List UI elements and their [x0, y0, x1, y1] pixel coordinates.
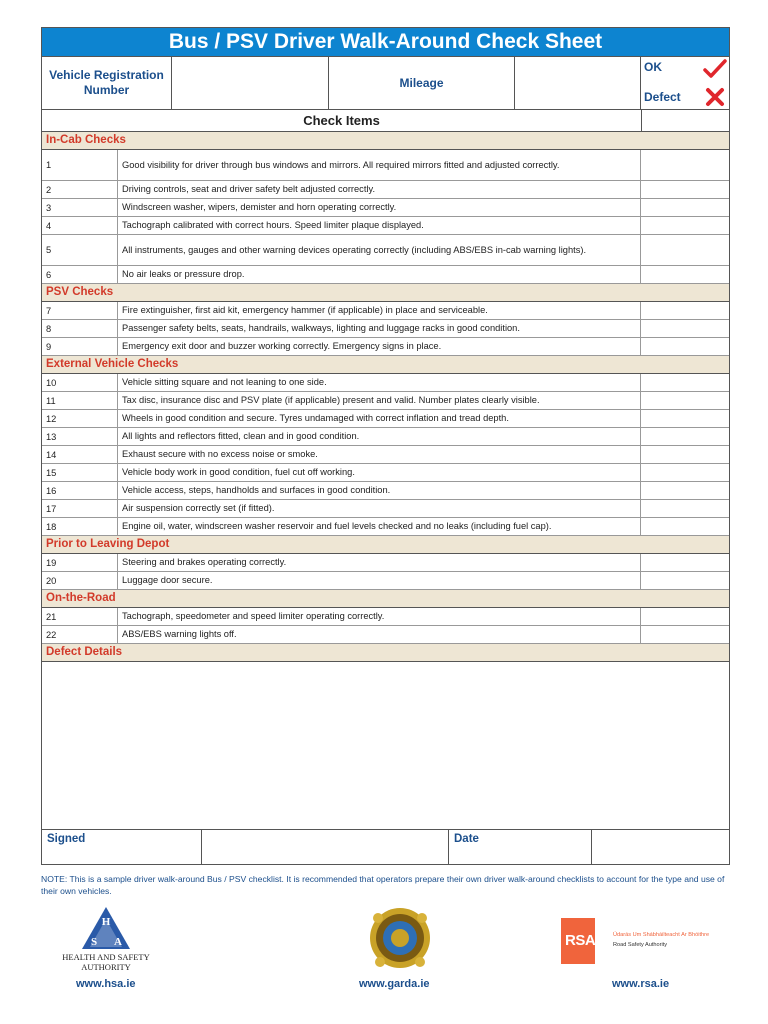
check-row	[42, 626, 729, 644]
section-header: On-the-Road	[42, 590, 729, 608]
check-row	[42, 554, 729, 572]
check-item-text: Tax disc, insurance disc and PSV plate (if applicable) present and valid. Number plates clearly visible.	[118, 392, 641, 409]
date-label: Date	[449, 830, 592, 864]
check-item-status-box[interactable]	[641, 181, 729, 198]
check-row	[42, 150, 729, 181]
hsa-logo	[50, 905, 162, 973]
mileage-label: Mileage	[329, 57, 515, 109]
check-item-number: 5	[42, 235, 118, 265]
check-item-number: 12	[42, 410, 118, 427]
check-item-status-box[interactable]	[641, 150, 729, 180]
check-item-text: All instruments, gauges and other warning devices operating correctly (including ABS/EBS in-cab warning lights).	[118, 235, 641, 265]
sheet-title: Bus / PSV Driver Walk-Around Check Sheet	[42, 28, 729, 57]
check-item-number: 11	[42, 392, 118, 409]
check-item-text: Driving controls, seat and driver safety belt adjusted correctly.	[118, 181, 641, 198]
check-item-number: 8	[42, 320, 118, 337]
garda-url[interactable]: www.garda.ie	[359, 978, 430, 990]
signed-field[interactable]	[202, 830, 449, 864]
ok-label: OK	[644, 60, 662, 74]
check-item-number: 6	[42, 266, 118, 283]
check-row	[42, 482, 729, 500]
note-text: NOTE: This is a sample driver walk-around Bus / PSV checklist. It is recommended that operators prepare their own driver walk-around checklists to account for the type and use of their own vehicles.	[41, 874, 725, 896]
check-item-number: 3	[42, 199, 118, 216]
legend	[641, 57, 729, 109]
sign-row	[42, 830, 729, 864]
check-item-text: Steering and brakes operating correctly.	[118, 554, 641, 571]
check-items-header	[42, 110, 729, 132]
check-item-text: Wheels in good condition and secure. Tyres undamaged with correct inflation and tread depth.	[118, 410, 641, 427]
header-row	[42, 57, 729, 110]
check-row	[42, 302, 729, 320]
check-item-text: Passenger safety belts, seats, handrails, walkways, lighting and luggage racks in good condition.	[118, 320, 641, 337]
check-item-number: 10	[42, 374, 118, 391]
check-item-number: 16	[42, 482, 118, 499]
check-row	[42, 235, 729, 266]
check-item-number: 9	[42, 338, 118, 355]
check-item-text: Exhaust secure with no excess noise or smoke.	[118, 446, 641, 463]
check-item-number: 15	[42, 464, 118, 481]
check-item-number: 7	[42, 302, 118, 319]
check-item-status-box[interactable]	[641, 392, 729, 409]
check-item-status-box[interactable]	[641, 554, 729, 571]
check-item-status-box[interactable]	[641, 374, 729, 391]
hsa-name-line1: HEALTH AND SAFETY	[62, 952, 150, 962]
check-item-text: Tachograph, speedometer and speed limiter operating correctly.	[118, 608, 641, 625]
check-item-text: Air suspension correctly set (if fitted).	[118, 500, 641, 517]
check-row	[42, 518, 729, 536]
check-item-number: 14	[42, 446, 118, 463]
check-mark-icon	[703, 59, 727, 79]
check-row	[42, 410, 729, 428]
check-row	[42, 199, 729, 217]
check-item-text: Vehicle access, steps, handholds and surfaces in good condition.	[118, 482, 641, 499]
signed-label: Signed	[42, 830, 202, 864]
check-item-status-box[interactable]	[641, 338, 729, 355]
check-item-text: ABS/EBS warning lights off.	[118, 626, 641, 643]
rsa-irish-name: Údarás Um Shábháilteacht Ar Bhóithre	[613, 932, 710, 938]
check-item-status-box[interactable]	[641, 410, 729, 427]
defect-details-field[interactable]	[42, 662, 729, 830]
rsa-logo	[561, 918, 721, 964]
check-item-number: 13	[42, 428, 118, 445]
check-item-status-box[interactable]	[641, 302, 729, 319]
check-item-status-box[interactable]	[641, 199, 729, 216]
section-header: Prior to Leaving Depot	[42, 536, 729, 554]
check-row	[42, 181, 729, 199]
hsa-letter-a: A	[114, 936, 122, 948]
date-field[interactable]	[592, 830, 729, 864]
rsa-english-name: Road Safety Authority	[613, 942, 668, 948]
check-item-text: Luggage door secure.	[118, 572, 641, 589]
check-item-number: 18	[42, 518, 118, 535]
check-item-status-box[interactable]	[641, 428, 729, 445]
check-item-status-box[interactable]	[641, 500, 729, 517]
check-item-status-box[interactable]	[641, 217, 729, 234]
check-row	[42, 320, 729, 338]
check-row	[42, 374, 729, 392]
check-item-number: 20	[42, 572, 118, 589]
registration-field[interactable]	[172, 57, 329, 109]
check-items-label: Check Items	[42, 110, 642, 131]
check-item-number: 19	[42, 554, 118, 571]
check-item-number: 1	[42, 150, 118, 180]
check-item-status-box[interactable]	[641, 446, 729, 463]
check-item-number: 2	[42, 181, 118, 198]
check-item-text: Emergency exit door and buzzer working correctly. Emergency signs in place.	[118, 338, 641, 355]
check-row	[42, 572, 729, 590]
check-item-status-box[interactable]	[641, 266, 729, 283]
hsa-name-line2: AUTHORITY	[81, 962, 131, 972]
hsa-url[interactable]: www.hsa.ie	[76, 978, 136, 990]
check-row	[42, 338, 729, 356]
check-row	[42, 392, 729, 410]
check-item-status-box[interactable]	[641, 572, 729, 589]
rsa-url[interactable]: www.rsa.ie	[612, 978, 670, 990]
hsa-letter-s: S	[90, 936, 98, 948]
defect-details-label: Defect Details	[42, 644, 729, 662]
check-item-status-box[interactable]	[641, 626, 729, 643]
section-header: In-Cab Checks	[42, 132, 729, 150]
check-item-text: Vehicle sitting square and not leaning to one side.	[118, 374, 641, 391]
registration-label: Vehicle Registration Number	[42, 57, 172, 109]
defect-label: Defect	[644, 90, 681, 104]
check-item-status-box[interactable]	[641, 518, 729, 535]
check-item-number: 21	[42, 608, 118, 625]
check-item-status-box[interactable]	[641, 235, 729, 265]
check-item-text: Engine oil, water, windscreen washer reservoir and fuel levels checked and no leaks (including fuel cap).	[118, 518, 641, 535]
check-item-text: All lights and reflectors fitted, clean and in good condition.	[118, 428, 641, 445]
check-item-status-box[interactable]	[641, 608, 729, 625]
cross-mark-icon	[705, 87, 725, 107]
check-row	[42, 217, 729, 235]
section-header: External Vehicle Checks	[42, 356, 729, 374]
mileage-field[interactable]	[515, 57, 641, 109]
check-row	[42, 608, 729, 626]
check-row	[42, 428, 729, 446]
check-row	[42, 464, 729, 482]
rsa-logo-mark: RSA	[565, 932, 596, 949]
sections	[42, 132, 729, 644]
check-item-number: 4	[42, 217, 118, 234]
check-item-status-box[interactable]	[641, 482, 729, 499]
garda-badge-icon	[360, 904, 440, 974]
check-item-text: Tachograph calibrated with correct hours. Speed limiter plaque displayed.	[118, 217, 641, 234]
hsa-letter-h: H	[101, 916, 111, 928]
check-item-number: 17	[42, 500, 118, 517]
check-item-text: Vehicle body work in good condition, fuel cut off working.	[118, 464, 641, 481]
check-row	[42, 266, 729, 284]
check-item-number: 22	[42, 626, 118, 643]
check-item-text: Good visibility for driver through bus windows and mirrors. All required mirrors fitted and adjusted correctly.	[118, 150, 641, 180]
check-sheet	[41, 27, 730, 865]
check-row	[42, 500, 729, 518]
section-header: PSV Checks	[42, 284, 729, 302]
check-item-text: Windscreen washer, wipers, demister and horn operating correctly.	[118, 199, 641, 216]
check-item-status-box[interactable]	[641, 464, 729, 481]
check-item-status-box[interactable]	[641, 320, 729, 337]
check-item-text: Fire extinguisher, first aid kit, emergency hammer (if applicable) in place and serviceable.	[118, 302, 641, 319]
check-item-text: No air leaks or pressure drop.	[118, 266, 641, 283]
check-row	[42, 446, 729, 464]
